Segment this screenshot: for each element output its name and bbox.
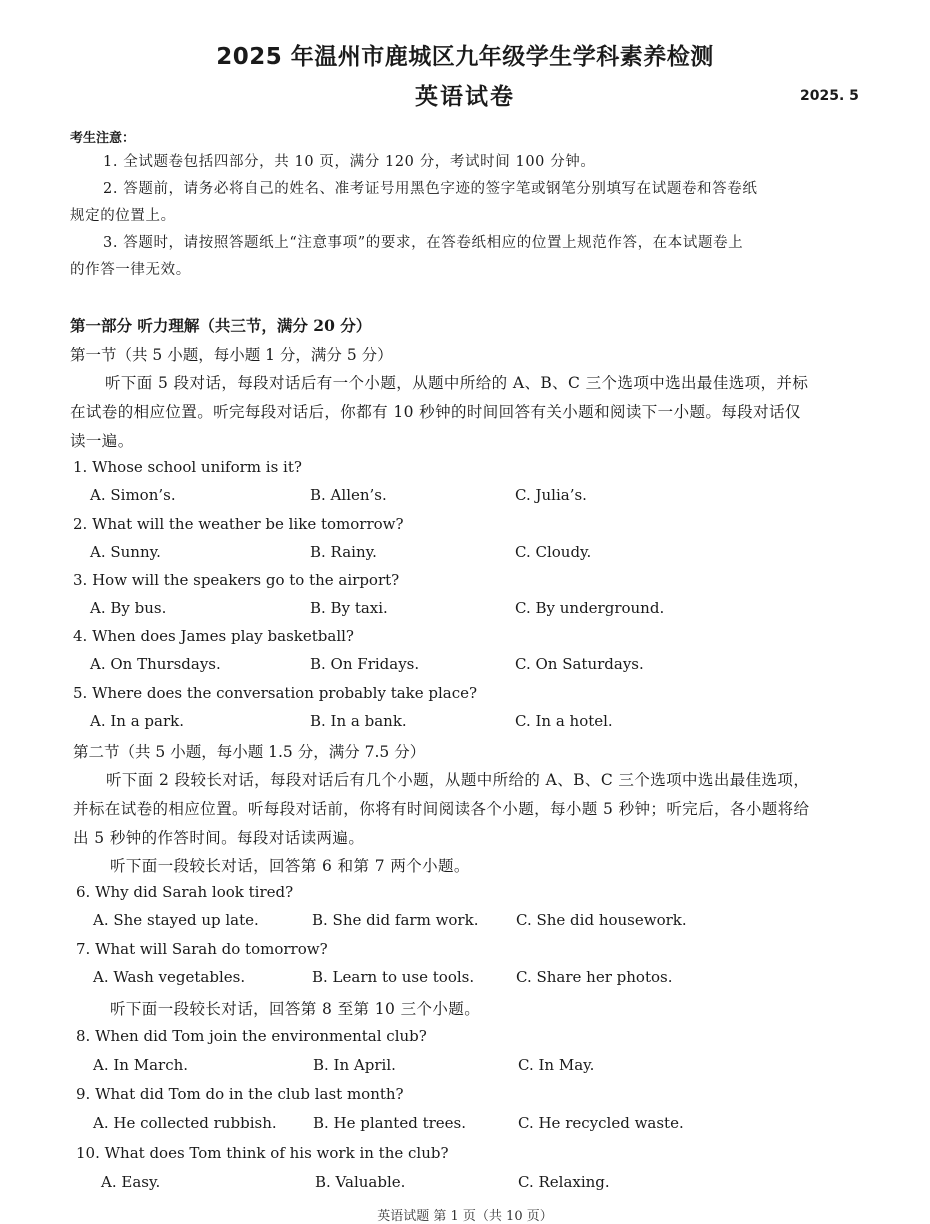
question-8: 8. When did Tom join the environmental club? <box>76 1027 427 1045</box>
section2-title: 第二节（共 5 小题，每小题 1.5 分，满分 7.5 分） <box>73 743 426 761</box>
question-10-option-c: C. Relaxing. <box>518 1173 610 1191</box>
question-5-option-c: C. In a hotel. <box>515 712 613 730</box>
question-10-option-b: B. Valuable. <box>315 1173 406 1191</box>
exam-title: 2025 年温州市鹿城区九年级学生学科素养检测 <box>216 44 714 70</box>
dialog-2-intro: 听下面一段较长对话，回答第 8 至第 10 三个小题。 <box>110 1000 481 1018</box>
question-9-option-a: A. He collected rubbish. <box>93 1114 277 1132</box>
question-2-option-b: B. Rainy. <box>310 543 377 561</box>
question-3: 3. How will the speakers go to the airport? <box>73 571 400 589</box>
question-4: 4. When does James play basketball? <box>73 627 354 645</box>
section1-instructions-end: 读一遍。 <box>70 432 134 450</box>
question-9: 9. What did Tom do in the club last month? <box>76 1085 404 1103</box>
question-6-option-b: B. She did farm work. <box>312 911 479 929</box>
question-4-option-a: A. On Thursdays. <box>90 655 221 673</box>
notice-item-2-cont: 规定的位置上。 <box>70 208 176 224</box>
question-7-option-b: B. Learn to use tools. <box>312 968 475 986</box>
notice-item-3-cont: 的作答一律无效。 <box>70 262 191 278</box>
question-1-option-a: A. Simon’s. <box>90 486 176 504</box>
page-footer: 英语试题 第 1 页（共 10 页） <box>377 1209 553 1224</box>
question-7-option-a: A. Wash vegetables. <box>93 968 246 986</box>
question-2-option-a: A. Sunny. <box>90 543 161 561</box>
question-5-option-b: B. In a bank. <box>310 712 407 730</box>
question-3-option-b: B. By taxi. <box>310 599 388 617</box>
dialog-1-intro: 听下面一段较长对话，回答第 6 和第 7 两个小题。 <box>110 857 470 875</box>
section1-title: 第一节（共 5 小题，每小题 1 分，满分 5 分） <box>70 346 393 364</box>
question-9-option-b: B. He planted trees. <box>313 1114 466 1132</box>
question-4-option-b: B. On Fridays. <box>310 655 420 673</box>
notice-item-2: 2. 答题前，请务必将自己的姓名、准考证号用黑色字迹的签字笔或钢笔分别填写在试题卷和答卷纸 <box>103 181 758 197</box>
question-1-option-b: B. Allen’s. <box>310 486 387 504</box>
question-7-option-c: C. Share her photos. <box>516 968 673 986</box>
section2-instructions-end: 出 5 秒钟的作答时间。每段对话读两遍。 <box>73 829 365 847</box>
question-1-option-c: C. Julia’s. <box>515 486 587 504</box>
question-2: 2. What will the weather be like tomorrow? <box>73 515 404 533</box>
question-10-option-a: A. Easy. <box>101 1173 161 1191</box>
question-8-option-a: A. In March. <box>93 1056 189 1074</box>
notice-item-1: 1. 全试题卷包括四部分，共 10 页，满分 120 分，考试时间 100 分钟。 <box>103 154 596 170</box>
question-6-option-c: C. She did housework. <box>516 911 687 929</box>
question-5-option-a: A. In a park. <box>90 712 185 730</box>
question-6-option-a: A. She stayed up late. <box>93 911 259 929</box>
question-3-option-c: C. By underground. <box>515 599 665 617</box>
notice-item-3: 3. 答题时，请按照答题纸上“注意事项”的要求，在答卷纸相应的位置上规范作答，在本试题卷上 <box>103 235 744 251</box>
question-5: 5. Where does the conversation probably take place? <box>73 684 478 702</box>
question-8-option-b: B. In April. <box>313 1056 396 1074</box>
section1-instructions-cont: 在试卷的相应位置。听完每段对话后，你都有 10 秒钟的时间回答有关小题和阅读下一小题。每段对话仅 <box>70 403 801 421</box>
question-6: 6. Why did Sarah look tired? <box>76 883 294 901</box>
exam-subject: 英语试卷 <box>415 84 515 110</box>
question-2-option-c: C. Cloudy. <box>515 543 592 561</box>
question-4-option-c: C. On Saturdays. <box>515 655 644 673</box>
question-10: 10. What does Tom think of his work in the club? <box>76 1144 449 1162</box>
section1-instructions: 听下面 5 段对话，每段对话后有一个小题，从题中所给的 A、B、C 三个选项中选出最佳选项，并标 <box>105 374 809 392</box>
question-1: 1. Whose school uniform is it? <box>73 458 302 476</box>
section2-instructions-cont: 并标在试卷的相应位置。听每段对话前，你将有时间阅读各个小题，每小题 5 秒钟；听完后，各小题将给 <box>73 800 810 818</box>
question-3-option-a: A. By bus. <box>90 599 167 617</box>
question-9-option-c: C. He recycled waste. <box>518 1114 684 1132</box>
exam-date: 2025. 5 <box>800 88 859 104</box>
question-8-option-c: C. In May. <box>518 1056 595 1074</box>
notice-heading: 考生注意： <box>70 131 136 146</box>
part1-title: 第一部分 听力理解（共三节，满分 20 分） <box>70 316 372 335</box>
section2-instructions: 听下面 2 段较长对话，每段对话后有几个小题，从题中所给的 A、B、C 三个选项中选出最佳选项， <box>106 771 810 789</box>
question-7: 7. What will Sarah do tomorrow? <box>76 940 328 958</box>
